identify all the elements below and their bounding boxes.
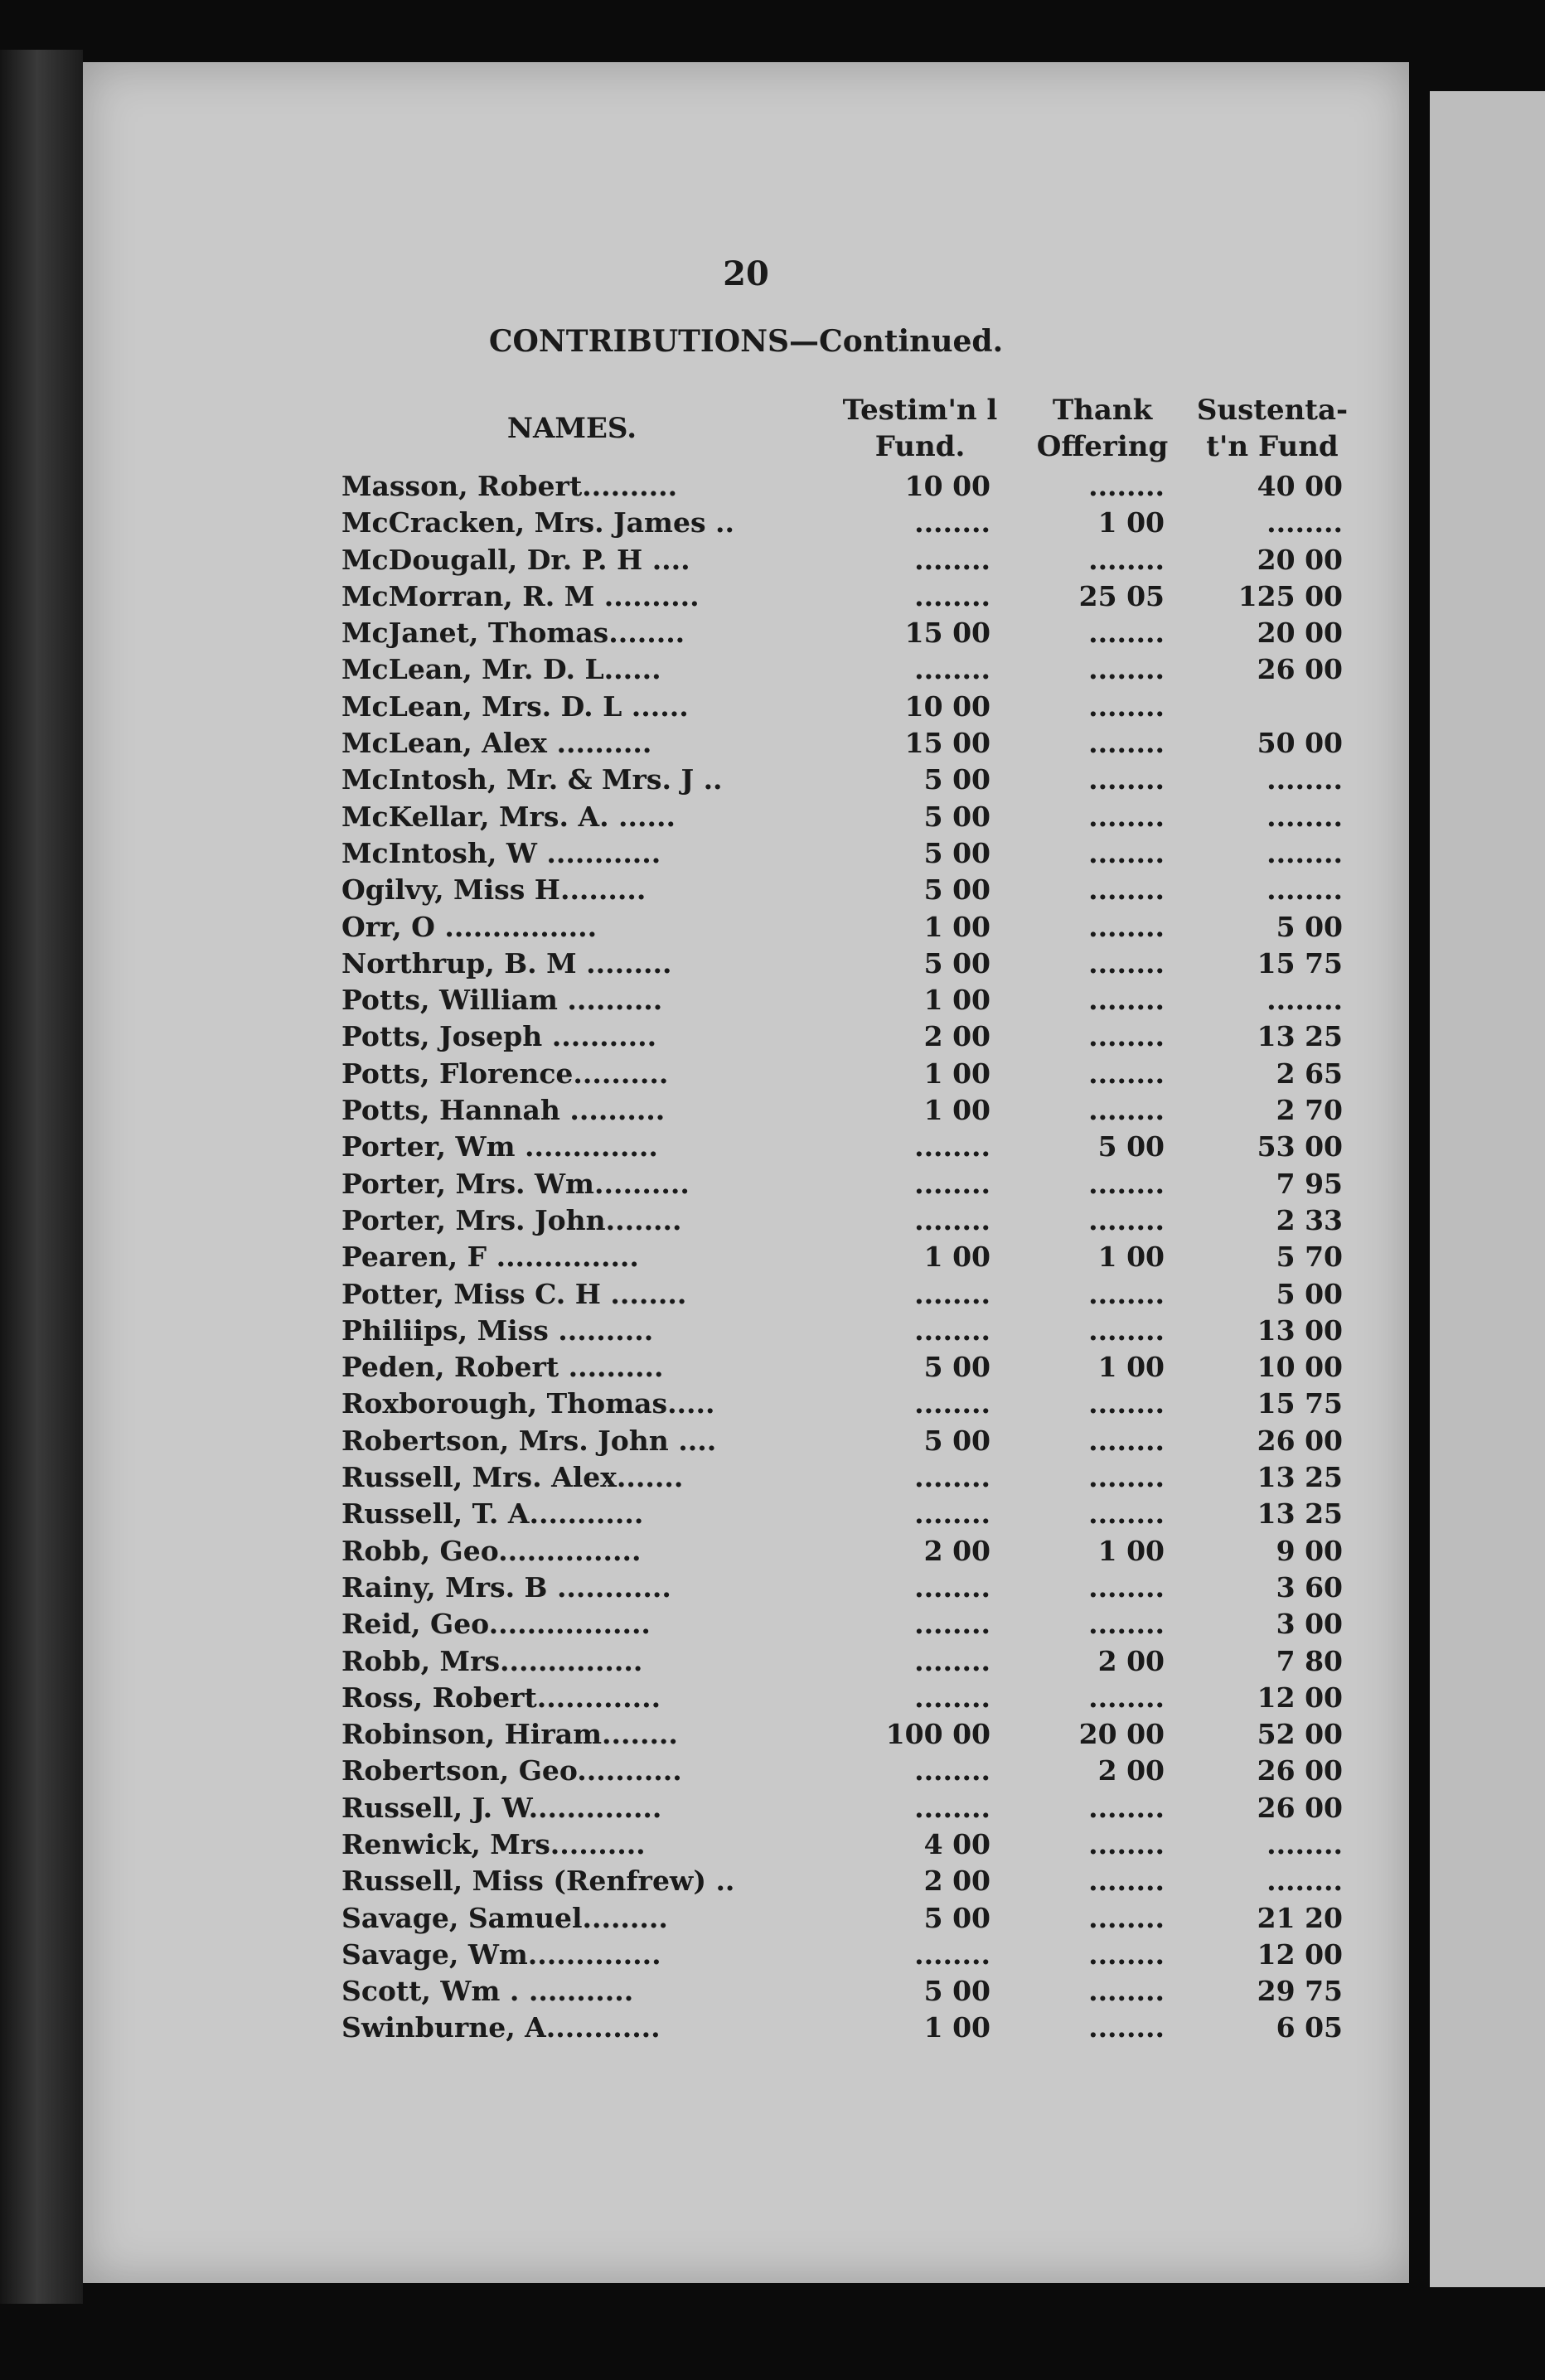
thank-offering-amount: ........ xyxy=(1088,984,1165,1017)
table-row xyxy=(83,1459,1409,1496)
testimonial-fund-amount: 5 00 xyxy=(923,1901,990,1934)
table-row xyxy=(83,1570,1409,1606)
sustentation-fund-amount: 29 75 xyxy=(1257,1975,1343,2008)
thank-offering-amount: ........ xyxy=(1088,1865,1165,1898)
sustentation-fund-amount: 40 00 xyxy=(1257,470,1343,502)
contributor-name: McLean, Mr. D. L...... xyxy=(341,653,661,686)
table-row xyxy=(83,1790,1409,1826)
contributor-name: Robinson, Hiram........ xyxy=(341,1718,678,1751)
table-row xyxy=(83,1423,1409,1459)
testimonial-fund-amount: ........ xyxy=(914,1644,990,1677)
thank-offering-amount: 2 00 xyxy=(1097,1754,1165,1787)
table-row xyxy=(83,2010,1409,2046)
sustentation-fund-amount: 12 00 xyxy=(1257,1681,1343,1714)
thank-offering-amount: ........ xyxy=(1088,1424,1165,1457)
thank-offering-amount: ........ xyxy=(1088,1901,1165,1934)
testimonial-fund-amount: ........ xyxy=(914,1313,990,1347)
table-row xyxy=(83,1937,1409,1973)
table-row xyxy=(83,1349,1409,1386)
contributor-name: Russell, Mrs. Alex....... xyxy=(341,1461,684,1494)
sustentation-fund-amount: 26 00 xyxy=(1257,1424,1343,1457)
contributor-name: Potts, William .......... xyxy=(341,984,663,1017)
sustentation-fund-amount: 13 25 xyxy=(1257,1497,1343,1531)
sustentation-fund-amount: 3 60 xyxy=(1276,1570,1343,1604)
sustentation-fund-amount: ........ xyxy=(1267,836,1343,869)
column-header-names: NAMES. xyxy=(506,412,637,445)
column-header-testimonial: Testim'n l Fund. xyxy=(842,394,998,463)
table-row xyxy=(83,1716,1409,1753)
testimonial-fund-amount: ........ xyxy=(914,1681,990,1714)
contributor-name: Russell, Miss (Renfrew) .. xyxy=(341,1865,735,1898)
table-row xyxy=(83,1386,1409,1422)
testimonial-fund-amount: 2 00 xyxy=(923,1865,990,1898)
contributor-name: Renwick, Mrs.......... xyxy=(341,1827,646,1860)
table-row xyxy=(83,946,1409,982)
table-row xyxy=(83,1166,1409,1202)
table-row xyxy=(83,615,1409,651)
contributor-name: Ross, Robert............. xyxy=(341,1681,661,1714)
sustentation-fund-amount: 9 00 xyxy=(1276,1534,1343,1567)
testimonial-fund-amount: ........ xyxy=(914,579,990,612)
contributor-name: Masson, Robert.......... xyxy=(341,470,678,502)
table-row xyxy=(83,1826,1409,1863)
thank-offering-amount: ........ xyxy=(1088,763,1165,796)
sustentation-fund-amount: ........ xyxy=(1267,873,1343,907)
sustentation-fund-amount: 26 00 xyxy=(1257,653,1343,686)
thank-offering-amount: ........ xyxy=(1088,1497,1165,1531)
sustentation-fund-amount: ........ xyxy=(1267,1827,1343,1860)
testimonial-fund-amount: 2 00 xyxy=(923,1534,990,1567)
thank-offering-amount: ........ xyxy=(1088,543,1165,576)
testimonial-fund-amount: ........ xyxy=(914,1461,990,1494)
table-row xyxy=(83,1202,1409,1239)
thank-offering-amount: ........ xyxy=(1088,470,1165,502)
sustentation-fund-amount: 15 75 xyxy=(1257,1387,1343,1420)
sustentation-fund-amount: 20 00 xyxy=(1257,543,1343,576)
table-row xyxy=(83,1239,1409,1275)
table-row xyxy=(83,799,1409,835)
testimonial-fund-amount: 5 00 xyxy=(923,800,990,833)
testimonial-fund-amount: ........ xyxy=(914,1203,990,1236)
table-row xyxy=(83,762,1409,798)
contributor-name: Peden, Robert .......... xyxy=(341,1351,664,1384)
thank-offering-amount: ........ xyxy=(1088,1020,1165,1053)
thank-offering-amount: ........ xyxy=(1088,1203,1165,1236)
contributor-name: Porter, Mrs. John........ xyxy=(341,1203,682,1236)
testimonial-fund-amount: ........ xyxy=(914,1167,990,1200)
testimonial-fund-amount: ........ xyxy=(914,1754,990,1787)
thank-offering-amount: ........ xyxy=(1088,1057,1165,1090)
contributor-name: Scott, Wm . ........... xyxy=(341,1975,634,2008)
table-row xyxy=(83,1313,1409,1349)
sustentation-fund-amount: 125 00 xyxy=(1237,579,1343,612)
testimonial-fund-amount: 1 00 xyxy=(923,2011,990,2044)
sustentation-fund-amount: 5 00 xyxy=(1276,910,1343,943)
table-row xyxy=(83,1863,1409,1899)
thank-offering-amount: ........ xyxy=(1088,1313,1165,1347)
contributor-name: Pearen, F ............... xyxy=(341,1241,639,1274)
testimonial-fund-amount: ........ xyxy=(914,1497,990,1531)
contributor-name: McMorran, R. M .......... xyxy=(341,579,700,612)
table-row xyxy=(83,982,1409,1018)
table-row xyxy=(83,1643,1409,1680)
contributor-name: Potter, Miss C. H ........ xyxy=(341,1277,687,1310)
testimonial-fund-amount: 5 00 xyxy=(923,836,990,869)
testimonial-fund-amount: ........ xyxy=(914,1937,990,1971)
table-row xyxy=(83,1018,1409,1055)
table-row xyxy=(83,835,1409,872)
sustentation-fund-amount: 7 95 xyxy=(1276,1167,1343,1200)
testimonial-fund-amount: 10 00 xyxy=(904,470,990,502)
table-row xyxy=(83,505,1409,541)
contributor-name: Porter, Mrs. Wm.......... xyxy=(341,1167,690,1200)
table-row xyxy=(83,1056,1409,1092)
testimonial-fund-amount: 10 00 xyxy=(904,689,990,723)
thank-offering-amount: ........ xyxy=(1088,1277,1165,1310)
thank-offering-amount: ........ xyxy=(1088,873,1165,907)
book-cover-edge xyxy=(0,50,83,2304)
testimonial-fund-amount: ........ xyxy=(914,1608,990,1641)
table-row xyxy=(83,542,1409,578)
table-row xyxy=(83,909,1409,946)
thank-offering-amount: ........ xyxy=(1088,1608,1165,1641)
table-row xyxy=(83,1680,1409,1716)
sustentation-fund-amount: 2 70 xyxy=(1276,1094,1343,1127)
testimonial-fund-amount: 1 00 xyxy=(923,910,990,943)
thank-offering-amount: ........ xyxy=(1088,1570,1165,1604)
sustentation-fund-amount: 26 00 xyxy=(1257,1791,1343,1824)
thank-offering-amount: ........ xyxy=(1088,2011,1165,2044)
contributor-name: Northrup, B. M ......... xyxy=(341,946,672,980)
contributor-name: McIntosh, Mr. & Mrs. J .. xyxy=(341,763,723,796)
thank-offering-amount: ........ xyxy=(1088,1681,1165,1714)
testimonial-fund-amount: 5 00 xyxy=(923,1351,990,1384)
sustentation-fund-amount: 50 00 xyxy=(1257,727,1343,760)
contributor-name: McLean, Mrs. D. L ...... xyxy=(341,689,689,723)
contributor-name: Rainy, Mrs. B ............ xyxy=(341,1570,671,1604)
testimonial-fund-amount: ........ xyxy=(914,653,990,686)
thank-offering-amount: 1 00 xyxy=(1097,1241,1165,1274)
sustentation-fund-amount: 13 25 xyxy=(1257,1461,1343,1494)
testimonial-fund-amount: ........ xyxy=(914,1791,990,1824)
sustentation-fund-amount: ........ xyxy=(1267,800,1343,833)
thank-offering-amount: ........ xyxy=(1088,910,1165,943)
testimonial-fund-amount: 4 00 xyxy=(923,1827,990,1860)
sustentation-fund-amount: 52 00 xyxy=(1257,1718,1343,1751)
contributor-name: Potts, Hannah .......... xyxy=(341,1094,666,1127)
testimonial-fund-amount: 1 00 xyxy=(923,1094,990,1127)
sustentation-fund-amount: ........ xyxy=(1267,763,1343,796)
table-row xyxy=(83,1129,1409,1165)
thank-offering-amount: ........ xyxy=(1088,836,1165,869)
table-row xyxy=(83,872,1409,908)
thank-offering-amount: ........ xyxy=(1088,1791,1165,1824)
table-row xyxy=(83,1092,1409,1129)
testimonial-fund-amount: ........ xyxy=(914,1277,990,1310)
thank-offering-amount: ........ xyxy=(1088,1827,1165,1860)
testimonial-fund-amount: 1 00 xyxy=(923,984,990,1017)
contributor-name: Swinburne, A............ xyxy=(341,2011,661,2044)
thank-offering-amount: ........ xyxy=(1088,1387,1165,1420)
contributor-name: Reid, Geo................. xyxy=(341,1608,651,1641)
sustentation-fund-amount: 2 33 xyxy=(1276,1203,1343,1236)
sustentation-fund-amount: 20 00 xyxy=(1257,617,1343,650)
thank-offering-amount: ........ xyxy=(1088,727,1165,760)
testimonial-fund-amount: 5 00 xyxy=(923,1975,990,2008)
contributor-name: Orr, O ................ xyxy=(341,910,598,943)
sustentation-fund-amount: 12 00 xyxy=(1257,1937,1343,1971)
contributor-name: Ogilvy, Miss H......... xyxy=(341,873,647,907)
contributor-name: Roxborough, Thomas..... xyxy=(341,1387,715,1420)
testimonial-fund-amount: 100 00 xyxy=(885,1718,990,1751)
testimonial-fund-amount: 5 00 xyxy=(923,873,990,907)
contributor-name: Porter, Wm .............. xyxy=(341,1130,658,1163)
contributor-name: Robertson, Geo........... xyxy=(341,1754,682,1787)
sustentation-fund-amount: 5 70 xyxy=(1276,1241,1343,1274)
contributor-name: Savage, Samuel......... xyxy=(341,1901,668,1934)
contributor-name: McCracken, Mrs. James .. xyxy=(341,506,735,539)
page-title: CONTRIBUTIONS—Continued. xyxy=(488,324,1004,359)
sustentation-fund-amount: ........ xyxy=(1267,984,1343,1017)
thank-offering-amount: ........ xyxy=(1088,1167,1165,1200)
table-row xyxy=(83,1753,1409,1789)
column-header-thank-offering: Thank Offering xyxy=(1036,394,1169,463)
testimonial-fund-amount: 5 00 xyxy=(923,763,990,796)
contributor-name: Robb, Geo............... xyxy=(341,1534,642,1567)
sustentation-fund-amount: 21 20 xyxy=(1257,1901,1343,1934)
table-row xyxy=(83,651,1409,688)
testimonial-fund-amount: ........ xyxy=(914,1130,990,1163)
facing-page-edge xyxy=(1430,91,1545,2287)
sustentation-fund-amount: 15 75 xyxy=(1257,946,1343,980)
sustentation-fund-amount: 2 65 xyxy=(1276,1057,1343,1090)
table-row xyxy=(83,689,1409,725)
thank-offering-amount: ........ xyxy=(1088,653,1165,686)
testimonial-fund-amount: ........ xyxy=(914,543,990,576)
contributions-table xyxy=(83,468,1409,2047)
thank-offering-amount: 1 00 xyxy=(1097,506,1165,539)
book-page xyxy=(83,62,1409,2283)
thank-offering-amount: 25 05 xyxy=(1078,579,1165,612)
testimonial-fund-amount: 15 00 xyxy=(904,727,990,760)
thank-offering-amount: ........ xyxy=(1088,800,1165,833)
thank-offering-amount: ........ xyxy=(1088,689,1165,723)
table-row xyxy=(83,1973,1409,2010)
sustentation-fund-amount: 10 00 xyxy=(1257,1351,1343,1384)
contributor-name: McJanet, Thomas........ xyxy=(341,617,685,650)
testimonial-fund-amount: 5 00 xyxy=(923,1424,990,1457)
table-row xyxy=(83,578,1409,615)
sustentation-fund-amount: ........ xyxy=(1267,506,1343,539)
page-number: 20 xyxy=(723,254,769,293)
sustentation-fund-amount: ........ xyxy=(1267,1865,1343,1898)
sustentation-fund-amount: 5 00 xyxy=(1276,1277,1343,1310)
testimonial-fund-amount: ........ xyxy=(914,1570,990,1604)
table-row xyxy=(83,1606,1409,1642)
contributor-name: McIntosh, W ............ xyxy=(341,836,661,869)
contributor-name: Potts, Joseph ........... xyxy=(341,1020,657,1053)
sustentation-fund-amount: 7 80 xyxy=(1276,1644,1343,1677)
contributor-name: Russell, J. W.............. xyxy=(341,1791,662,1824)
thank-offering-amount: 1 00 xyxy=(1097,1534,1165,1567)
thank-offering-amount: 1 00 xyxy=(1097,1351,1165,1384)
thank-offering-amount: ........ xyxy=(1088,1975,1165,2008)
thank-offering-amount: ........ xyxy=(1088,1461,1165,1494)
column-header-sustentation: Sustenta- t'n Fund xyxy=(1196,394,1349,463)
contributor-name: Robb, Mrs............... xyxy=(341,1644,643,1677)
table-row xyxy=(83,1900,1409,1937)
thank-offering-amount: ........ xyxy=(1088,946,1165,980)
thank-offering-amount: 5 00 xyxy=(1097,1130,1165,1163)
table-row xyxy=(83,725,1409,762)
testimonial-fund-amount: 5 00 xyxy=(923,946,990,980)
table-row xyxy=(83,468,1409,505)
contributor-name: Robertson, Mrs. John .... xyxy=(341,1424,717,1457)
thank-offering-amount: 2 00 xyxy=(1097,1644,1165,1677)
sustentation-fund-amount: 13 00 xyxy=(1257,1313,1343,1347)
testimonial-fund-amount: 1 00 xyxy=(923,1241,990,1274)
sustentation-fund-amount: 26 00 xyxy=(1257,1754,1343,1787)
testimonial-fund-amount: ........ xyxy=(914,1387,990,1420)
thank-offering-amount: ........ xyxy=(1088,617,1165,650)
thank-offering-amount: 20 00 xyxy=(1078,1718,1165,1751)
contributor-name: McDougall, Dr. P. H .... xyxy=(341,543,690,576)
contributor-name: Philiips, Miss .......... xyxy=(341,1313,654,1347)
sustentation-fund-amount: 53 00 xyxy=(1257,1130,1343,1163)
table-row xyxy=(83,1276,1409,1313)
contributor-name: Potts, Florence.......... xyxy=(341,1057,669,1090)
sustentation-fund-amount: 6 05 xyxy=(1276,2011,1343,2044)
testimonial-fund-amount: ........ xyxy=(914,506,990,539)
testimonial-fund-amount: 1 00 xyxy=(923,1057,990,1090)
table-row xyxy=(83,1533,1409,1570)
contributor-name: McKellar, Mrs. A. ...... xyxy=(341,800,676,833)
testimonial-fund-amount: 15 00 xyxy=(904,617,990,650)
table-row xyxy=(83,1496,1409,1532)
contributor-name: Savage, Wm.............. xyxy=(341,1937,661,1971)
contributor-name: Russell, T. A............ xyxy=(341,1497,644,1531)
testimonial-fund-amount: 2 00 xyxy=(923,1020,990,1053)
thank-offering-amount: ........ xyxy=(1088,1094,1165,1127)
sustentation-fund-amount: 13 25 xyxy=(1257,1020,1343,1053)
sustentation-fund-amount: 3 00 xyxy=(1276,1608,1343,1641)
thank-offering-amount: ........ xyxy=(1088,1937,1165,1971)
contributor-name: McLean, Alex .......... xyxy=(341,727,652,760)
